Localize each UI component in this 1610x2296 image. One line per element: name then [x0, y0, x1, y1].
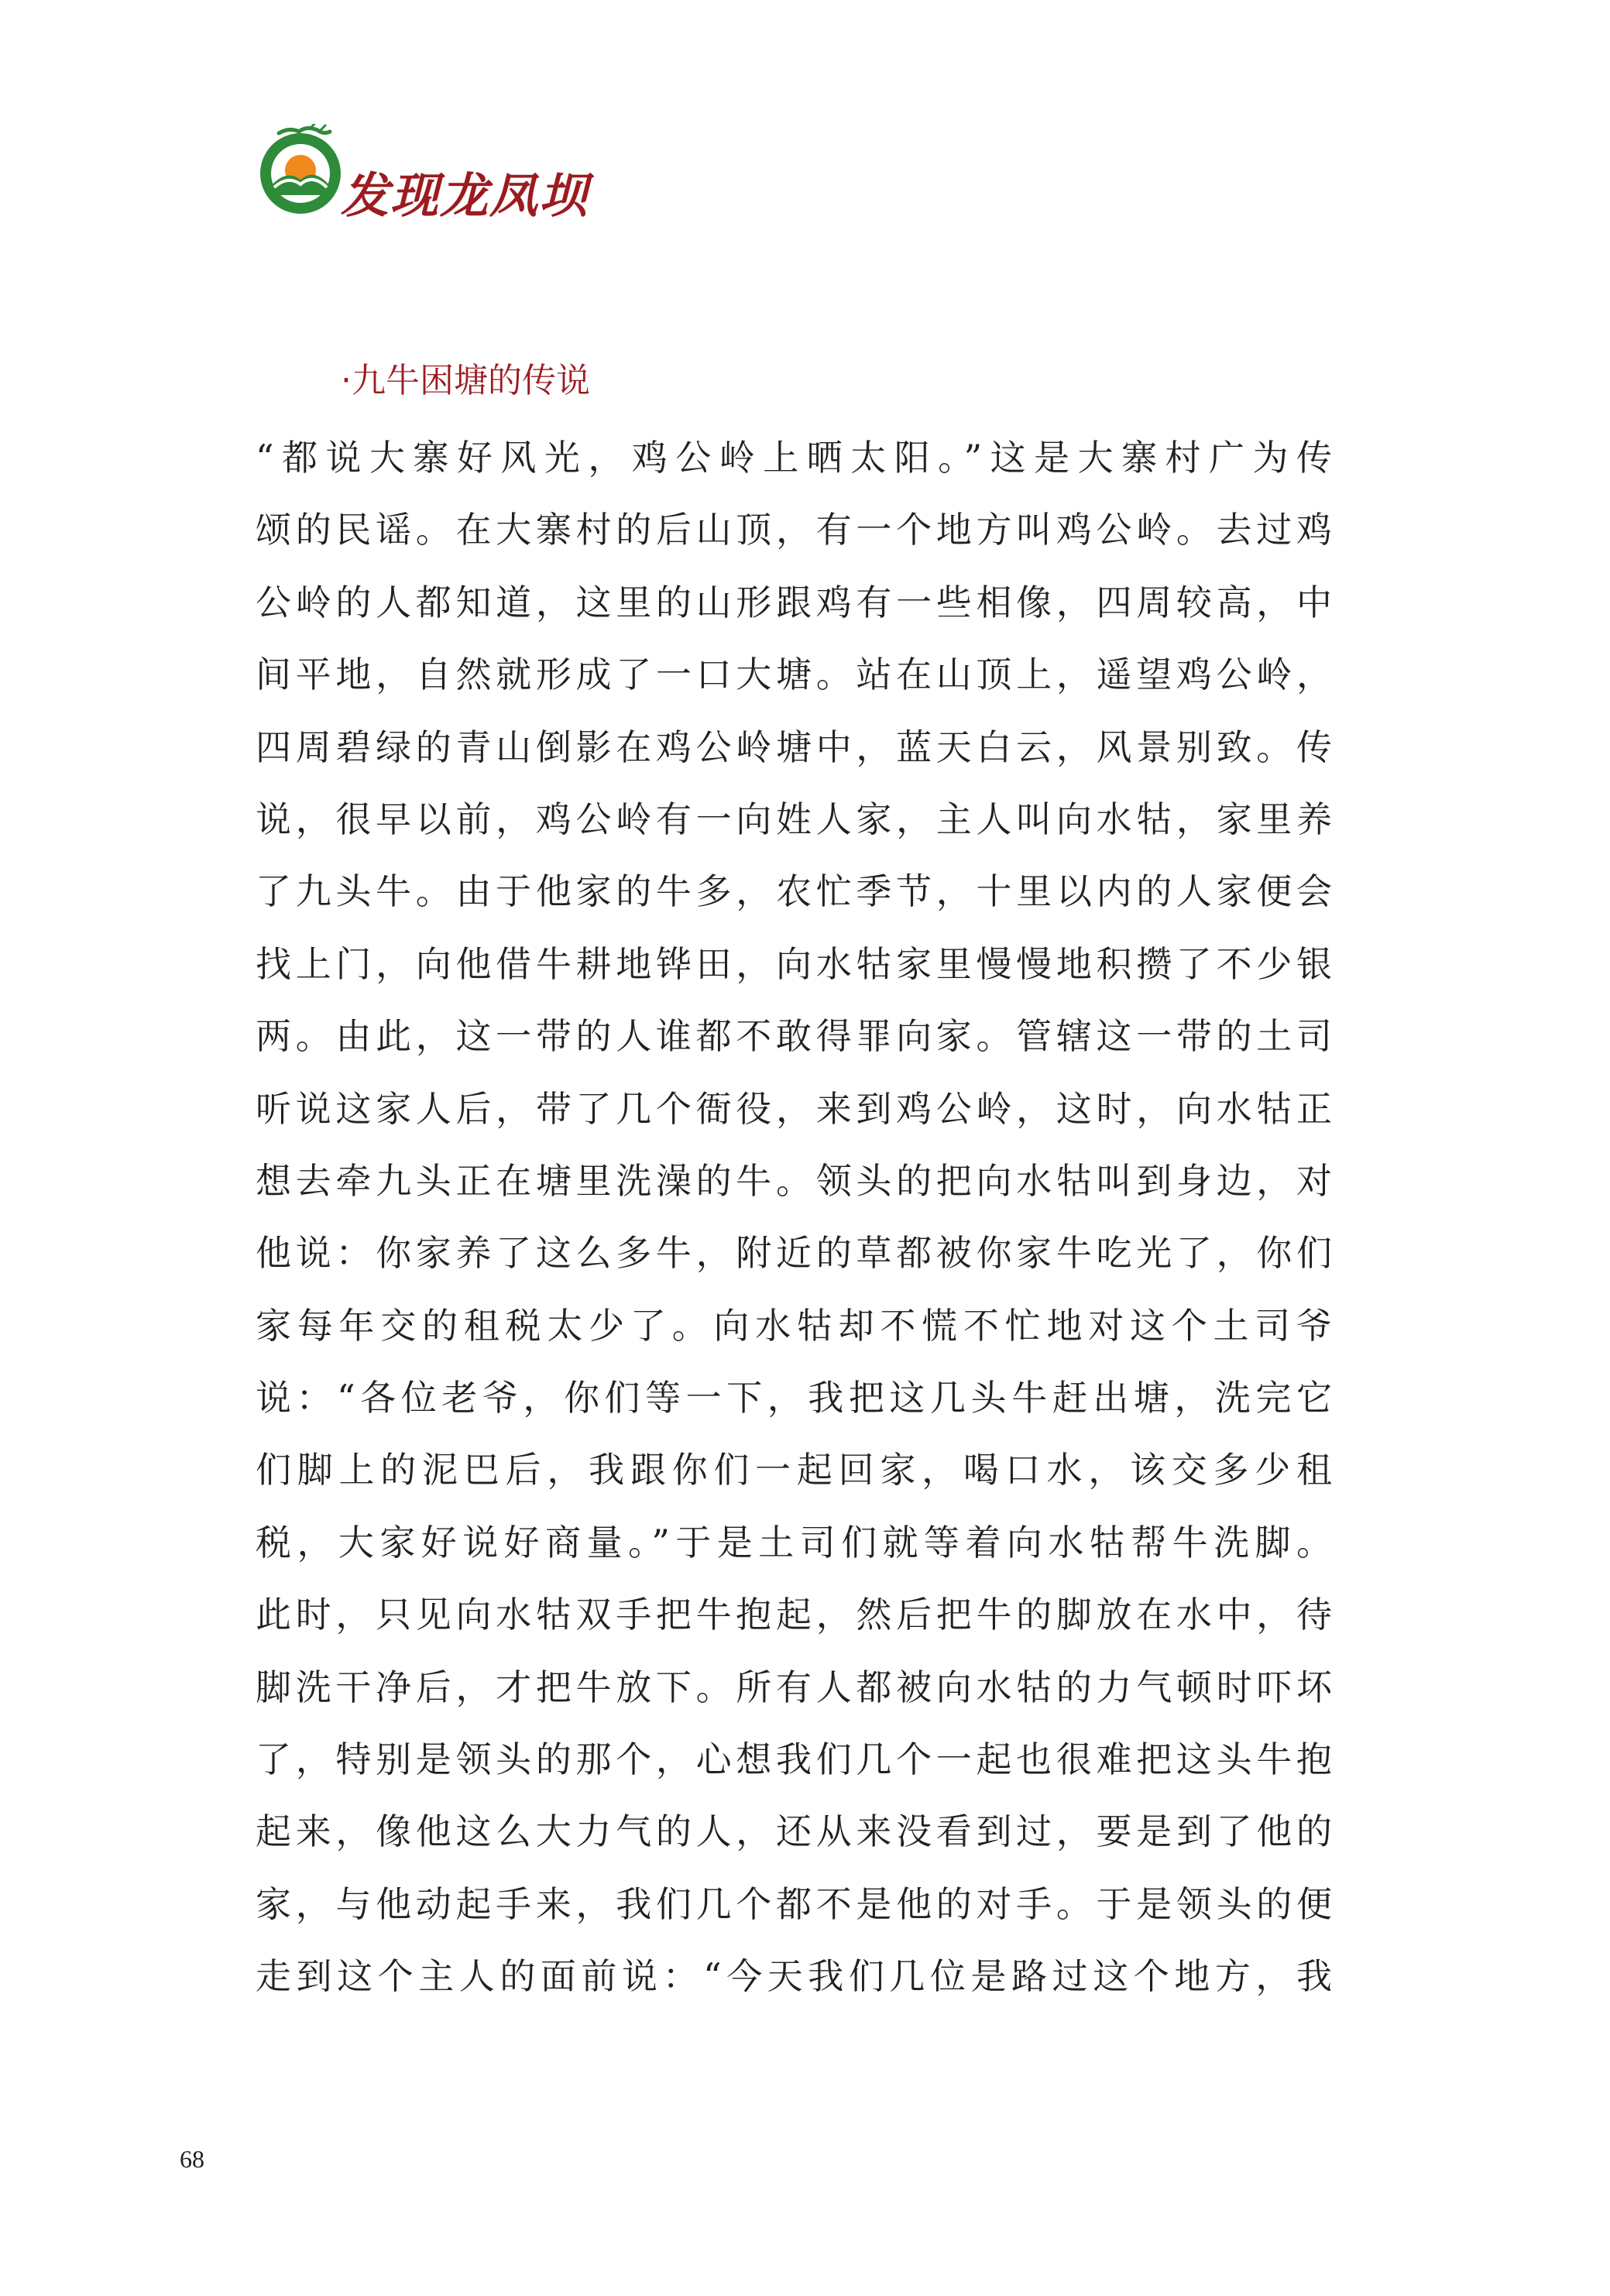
section-title: ·九牛困塘的传说: [341, 361, 590, 400]
body-line: 公岭的人都知道，这里的山形跟鸡有一些相像，四周较高，中: [256, 581, 1332, 623]
header-logo: [256, 116, 612, 232]
body-line: 此时，只见向水牯双手把牛抱起，然后把牛的脚放在水中，待: [256, 1594, 1332, 1636]
body-line: 了，特别是领头的那个，心想我们几个一起也很难把这头牛抱: [256, 1738, 1332, 1781]
body-line: 们脚上的泥巴后，我跟你们一起回家，喝口水，该交多少租: [256, 1449, 1332, 1491]
body-line: 走到这个主人的面前说：“今天我们几位是路过这个地方，我: [256, 1955, 1332, 1998]
body-line: 了九头牛。由于他家的牛多，农忙季节，十里以内的人家便会: [256, 870, 1332, 913]
body-line: 听说这家人后，带了几个衙役，来到鸡公岭，这时，向水牯正: [256, 1087, 1332, 1130]
mountain-sun-emblem-icon: [256, 124, 348, 217]
body-line: 起来，像他这么大力气的人，还从来没看到过，要是到了他的: [256, 1810, 1332, 1853]
body-line: “都说大寨好风光，鸡公岭上晒太阳。”这是大寨村广为传: [256, 437, 1332, 479]
body-line: 家，与他动起手来，我们几个都不是他的对手。于是领头的便: [256, 1882, 1332, 1925]
page-number: 68: [180, 2145, 204, 2173]
body-line: 找上门，向他借牛耕地铧田，向水牯家里慢慢地积攒了不少银: [256, 942, 1332, 985]
body-text: [256, 422, 1332, 2013]
body-line: 说：“各位老爷，你们等一下，我把这几头牛赶出塘，洗完它: [256, 1377, 1332, 1419]
body-line: 家每年交的租税太少了。向水牯却不慌不忙地对这个土司爷: [256, 1304, 1332, 1347]
logo-title: 发现龙凤坝: [341, 167, 589, 224]
body-line: 他说：你家养了这么多牛，附近的草都被你家牛吃光了，你们: [256, 1232, 1332, 1275]
body-line: 间平地，自然就形成了一口大塘。站在山顶上，遥望鸡公岭，: [256, 654, 1332, 696]
body-line: 两。由此，这一带的人谁都不敢得罪向家。管辖这一带的土司: [256, 1015, 1332, 1058]
body-line: 想去牵九头正在塘里洗澡的牛。领头的把向水牯叫到身边，对: [256, 1159, 1332, 1202]
body-line: 脚洗干净后，才把牛放下。所有人都被向水牯的力气顿时吓坏: [256, 1666, 1332, 1708]
body-line: 颂的民谣。在大寨村的后山顶，有一个地方叫鸡公岭。去过鸡: [256, 509, 1332, 551]
body-line: 说，很早以前，鸡公岭有一向姓人家，主人叫向水牯，家里养: [256, 798, 1332, 840]
body-line: 税，大家好说好商量。”于是土司们就等着向水牯帮牛洗脚。: [256, 1521, 1332, 1563]
body-line: 四周碧绿的青山倒影在鸡公岭塘中，蓝天白云，风景别致。传: [256, 726, 1332, 768]
